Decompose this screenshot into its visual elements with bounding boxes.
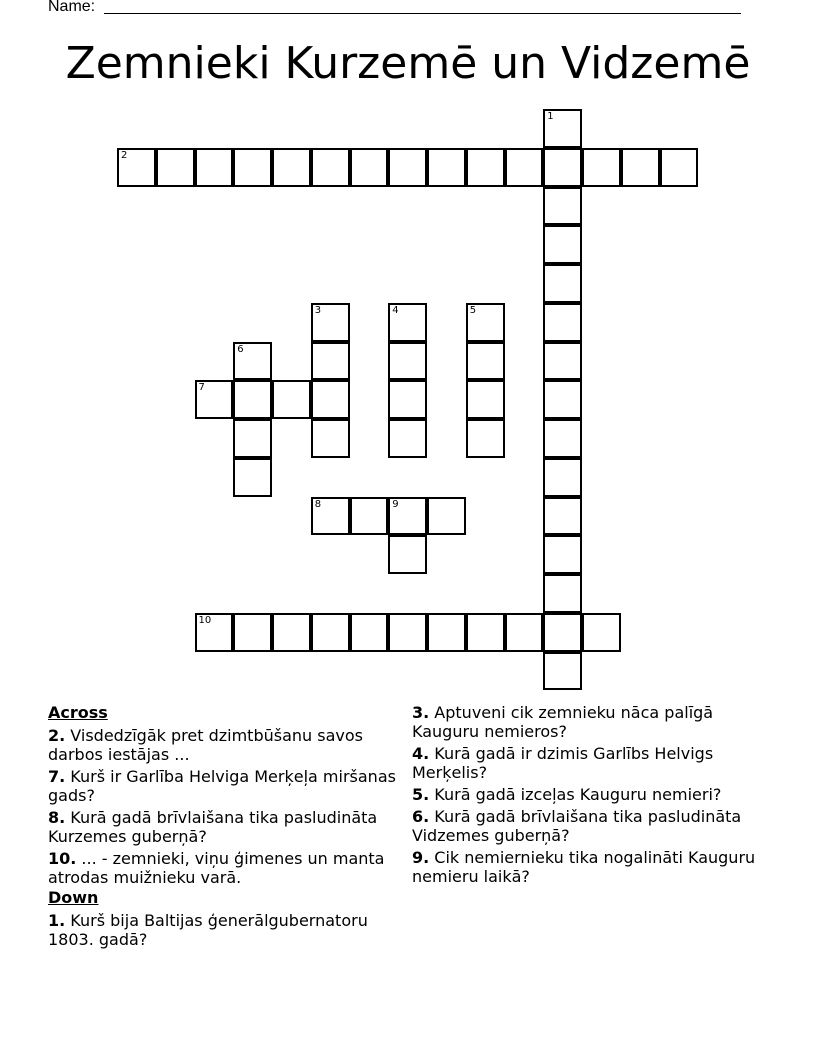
crossword-cell[interactable] — [466, 419, 505, 458]
across-clue — [48, 849, 398, 887]
crossword-cell[interactable] — [311, 497, 350, 536]
crossword-cell[interactable] — [621, 148, 660, 187]
crossword-cell[interactable] — [543, 148, 582, 187]
down-clue — [412, 848, 762, 886]
crossword-cell[interactable] — [543, 652, 582, 691]
clue-number-label: 10. — [48, 849, 77, 868]
crossword-cell[interactable] — [543, 535, 582, 574]
crossword-cell[interactable] — [350, 497, 389, 536]
puzzle-title: Zemnieki Kurzemē un Vidzemē — [65, 38, 751, 89]
crossword-cell[interactable] — [272, 380, 311, 419]
crossword-cell[interactable] — [195, 613, 234, 652]
crossword-cell[interactable] — [117, 148, 156, 187]
clue-text: Visdedzīgāk pret dzimtbūšanu savos darbos iestājas ... — [48, 726, 363, 764]
clue-number-label: 2. — [48, 726, 66, 745]
crossword-cell[interactable] — [543, 303, 582, 342]
clue-number-label: 7. — [48, 767, 66, 786]
crossword-cell[interactable] — [543, 458, 582, 497]
name-label: Name: — [48, 0, 96, 15]
crossword-cell[interactable] — [311, 613, 350, 652]
crossword-cell[interactable] — [156, 148, 195, 187]
clue-text: Kurā gadā ir dzimis Garlībs Helvigs Merķelis? — [412, 744, 714, 782]
clue-text: Cik nemiernieku tika nogalināti Kauguru nemieru laikā? — [412, 848, 756, 886]
clue-number: 5 — [469, 304, 477, 316]
crossword-cell[interactable] — [388, 303, 427, 342]
crossword-cell[interactable] — [427, 497, 466, 536]
clue-number-label: 8. — [48, 808, 66, 827]
across-list — [48, 726, 398, 887]
clue-text: Aptuveni cik zemnieku nāca palīgā Kauguru nemieros? — [412, 703, 714, 741]
crossword-cell[interactable] — [543, 109, 582, 148]
clue-number: 8 — [314, 498, 322, 510]
crossword-cell[interactable] — [272, 613, 311, 652]
down-list-right — [412, 703, 762, 886]
crossword-cell[interactable] — [582, 613, 621, 652]
crossword-cell[interactable] — [543, 419, 582, 458]
crossword-cell[interactable] — [427, 148, 466, 187]
down-clue — [412, 807, 762, 845]
clue-text: Kurš ir Garlība Helviga Merķeļa miršanas gads? — [48, 767, 396, 805]
clue-text: Kurā gadā izceļas Kauguru nemieri? — [429, 785, 722, 804]
crossword-cell[interactable] — [543, 225, 582, 264]
crossword-cell[interactable] — [543, 613, 582, 652]
clue-number-label: 1. — [48, 911, 66, 930]
crossword-cell[interactable] — [233, 342, 272, 381]
crossword-cell[interactable] — [311, 303, 350, 342]
crossword-cell[interactable] — [388, 535, 427, 574]
across-clue — [48, 808, 398, 846]
crossword-cell[interactable] — [543, 187, 582, 226]
down-list-left — [48, 911, 398, 949]
crossword-cell[interactable] — [388, 342, 427, 381]
across-clue — [48, 767, 398, 805]
crossword-cell[interactable] — [466, 342, 505, 381]
clue-number: 10 — [198, 614, 212, 626]
crossword-cell[interactable] — [272, 148, 311, 187]
crossword-cell[interactable] — [388, 380, 427, 419]
crossword-cell[interactable] — [311, 419, 350, 458]
crossword-cell[interactable] — [505, 613, 544, 652]
clue-number: 4 — [392, 304, 399, 316]
clue-number: 7 — [198, 382, 205, 394]
clue-text: Kurā gadā brīvlaišana tika pasludināta Kurzemes guberņā? — [48, 808, 378, 846]
clue-number: 3 — [314, 304, 322, 316]
crossword-cell[interactable] — [543, 380, 582, 419]
crossword-cell[interactable] — [350, 148, 389, 187]
crossword-cell[interactable] — [466, 303, 505, 342]
clue-number-label: 6. — [412, 807, 430, 826]
crossword-cell[interactable] — [233, 380, 272, 419]
clue-text: ... - zemnieki, viņu ģimenes un manta atrodas muižnieku varā. — [48, 849, 385, 887]
clues-right-column — [412, 703, 762, 889]
crossword-cell[interactable] — [466, 380, 505, 419]
down-clue — [412, 744, 762, 782]
crossword-cell[interactable] — [466, 613, 505, 652]
crossword-cell[interactable] — [388, 497, 427, 536]
clue-number: 9 — [392, 498, 399, 510]
crossword-cell[interactable] — [388, 613, 427, 652]
crossword-cell[interactable] — [543, 497, 582, 536]
crossword-cell[interactable] — [233, 419, 272, 458]
crossword-cell[interactable] — [466, 148, 505, 187]
crossword-cell[interactable] — [388, 419, 427, 458]
clue-number-label: 4. — [412, 744, 430, 763]
clue-number: 1 — [547, 111, 554, 122]
crossword-cell[interactable] — [311, 380, 350, 419]
crossword-cell[interactable] — [233, 148, 272, 187]
clue-text: Kurā gadā brīvlaišana tika pasludināta Vidzemes guberņā? — [412, 807, 742, 845]
clues-left-column — [48, 703, 398, 952]
crossword-cell[interactable] — [543, 264, 582, 303]
clue-number: 6 — [237, 343, 244, 355]
crossword-cell[interactable] — [195, 148, 234, 187]
crossword-cell[interactable] — [505, 148, 544, 187]
crossword-cell[interactable] — [350, 613, 389, 652]
crossword-cell[interactable] — [311, 342, 350, 381]
down-clue — [412, 703, 762, 741]
crossword-cell[interactable] — [311, 148, 350, 187]
crossword-cell[interactable] — [388, 148, 427, 187]
crossword-cell[interactable] — [427, 613, 466, 652]
across-clue — [48, 726, 398, 764]
clue-number: 2 — [121, 149, 128, 161]
clue-number-label: 9. — [412, 848, 430, 867]
across-header: Across — [48, 703, 108, 722]
crossword-cell[interactable] — [233, 613, 272, 652]
crossword-cell[interactable] — [195, 380, 234, 419]
crossword-cell[interactable] — [543, 342, 582, 381]
clue-text: Kurš bija Baltijas ģenerālgubernatoru 1803. gadā? — [48, 911, 368, 949]
crossword-cell[interactable] — [582, 148, 621, 187]
crossword-cell[interactable] — [233, 458, 272, 497]
down-clue — [48, 911, 398, 949]
down-header: Down — [48, 888, 99, 907]
crossword-cell[interactable] — [543, 574, 582, 613]
down-clue — [412, 785, 762, 804]
crossword-cell[interactable] — [660, 148, 699, 187]
clue-number-label: 3. — [412, 703, 430, 722]
clue-number-label: 5. — [412, 785, 430, 804]
